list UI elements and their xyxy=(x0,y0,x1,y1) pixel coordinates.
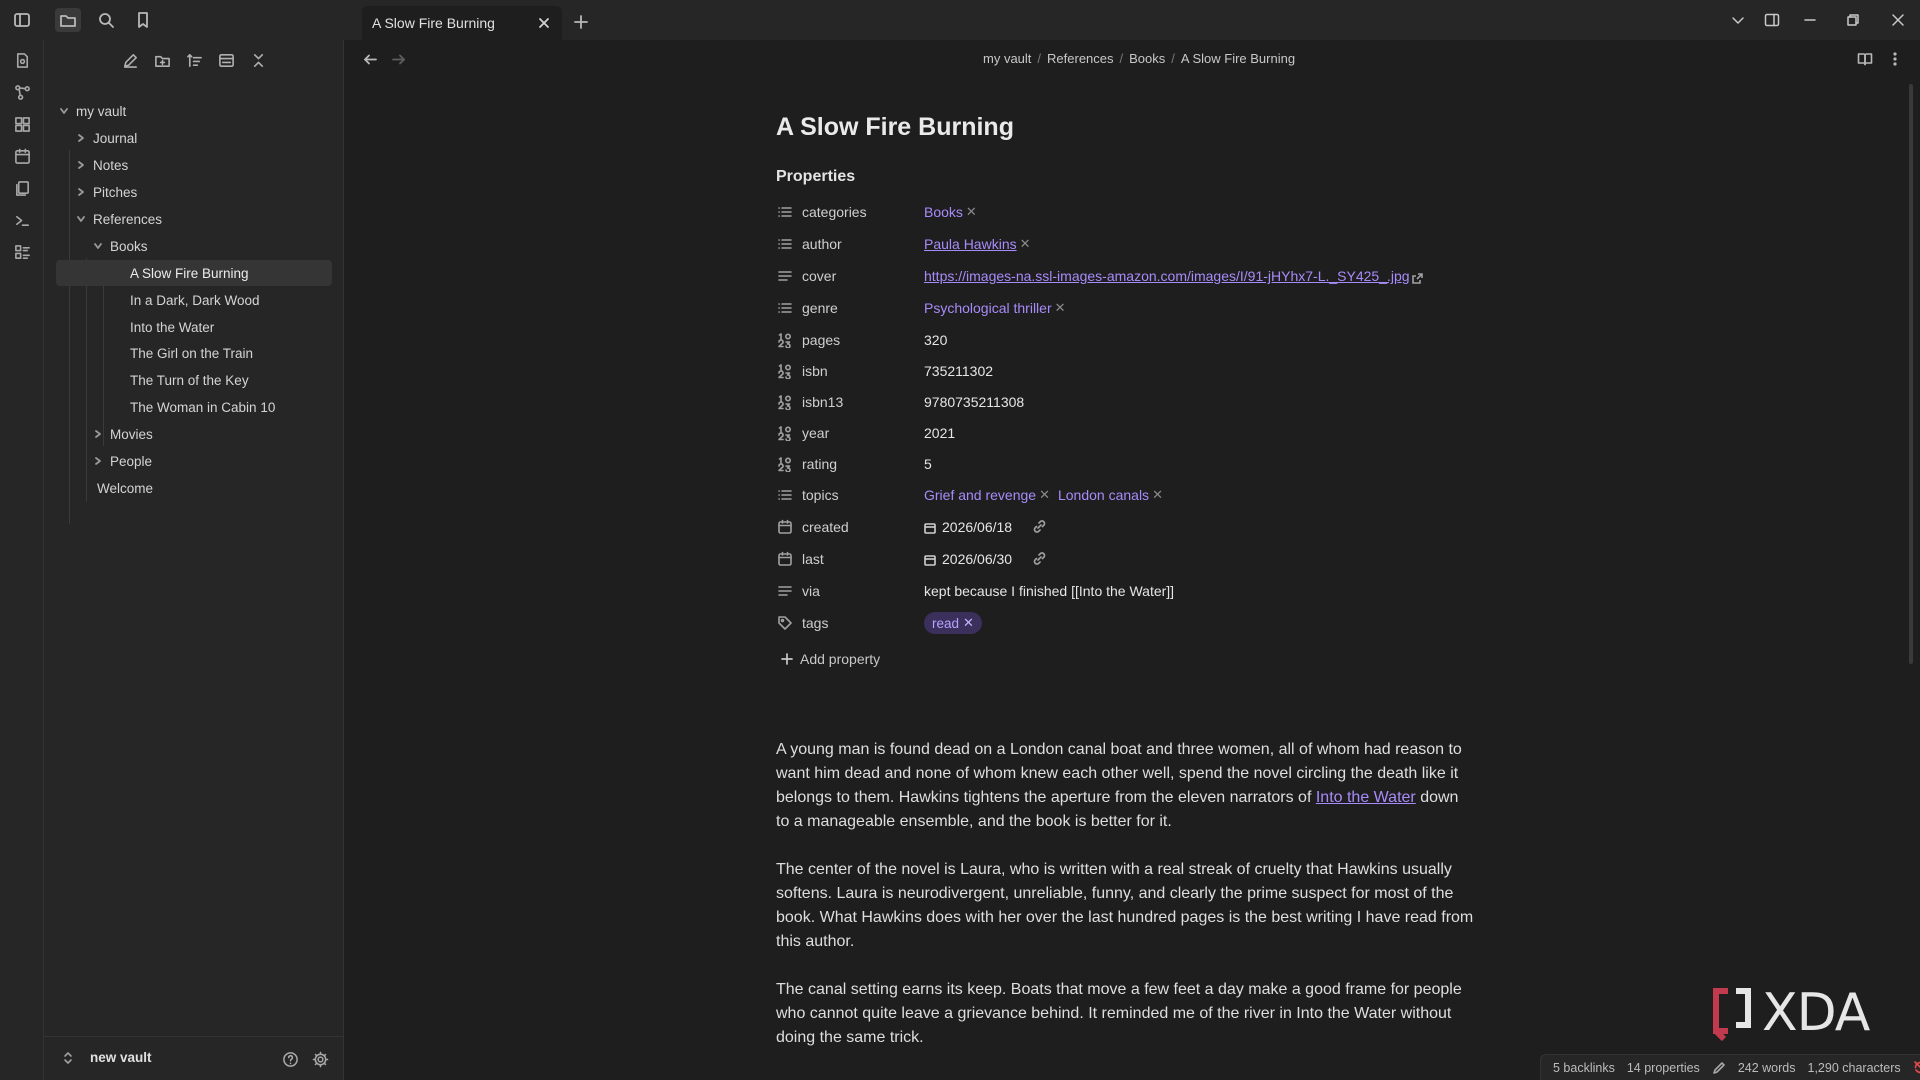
navigate-back-icon[interactable] xyxy=(360,49,380,69)
status-bar xyxy=(1540,1054,1920,1080)
property-value[interactable] xyxy=(924,551,1048,567)
chevron-right-icon xyxy=(75,132,87,144)
property-key[interactable]: pages xyxy=(802,332,841,348)
character-count: 1,290 characters xyxy=(1807,1060,1901,1075)
internal-link[interactable]: Into the Water xyxy=(1315,789,1416,806)
property-key[interactable]: isbn xyxy=(802,363,828,379)
sync-disabled-icon[interactable] xyxy=(1913,1060,1920,1076)
property-key[interactable]: year xyxy=(802,425,830,441)
tree-folder-notes[interactable] xyxy=(75,152,128,178)
property-value[interactable]: kept because I finished [[Into the Water]] xyxy=(924,583,1175,599)
right-sidebar-toggle-icon[interactable] xyxy=(1762,10,1782,30)
word-count: 242 words xyxy=(1737,1060,1796,1075)
chevron-right-icon xyxy=(92,428,104,440)
navigate-forward-icon[interactable] xyxy=(388,49,408,69)
date-field[interactable] xyxy=(924,551,1012,567)
property-key[interactable]: via xyxy=(802,583,820,599)
tree-label: Pitches xyxy=(93,184,138,200)
property-key[interactable]: last xyxy=(802,551,824,567)
tree-label: Books xyxy=(110,238,148,254)
calendar-icon xyxy=(924,553,936,565)
property-pill[interactable] xyxy=(924,300,1066,316)
tree-folder-pitches[interactable] xyxy=(75,179,137,205)
new-tab-icon[interactable] xyxy=(571,12,591,32)
list-icon xyxy=(776,486,794,504)
date-text[interactable]: 2026/06/18 xyxy=(942,519,1013,535)
tree-guide-line xyxy=(69,150,70,524)
calendar-icon xyxy=(924,521,936,533)
tree-label: my vault xyxy=(76,103,127,119)
paragraph-text: A young man is found dead on a London canal boat and three women, all of whom had reason to want him dead and none of whom knew each other well, spend the novel circling the death like it belongs to them. Hawkins tightens the aperture from the eleven narrators of xyxy=(776,741,1462,806)
xda-logo-icon xyxy=(1708,985,1756,1041)
property-value[interactable] xyxy=(924,300,1074,316)
backlinks-count[interactable]: 5 backlinks xyxy=(1553,1060,1615,1075)
file-explorer-icon[interactable] xyxy=(55,8,81,32)
tab-close-icon[interactable] xyxy=(536,15,552,31)
file-explorer-sidebar xyxy=(44,40,344,1080)
pill-label[interactable]: Books xyxy=(924,204,963,220)
plus-icon xyxy=(780,652,794,666)
reading-view-icon[interactable] xyxy=(1855,49,1875,69)
property-value[interactable] xyxy=(924,236,1039,252)
restore-icon[interactable] xyxy=(1843,10,1863,30)
property-value[interactable] xyxy=(924,204,985,220)
close-window-icon[interactable] xyxy=(1888,10,1908,30)
templates-icon[interactable] xyxy=(12,178,32,198)
link-icon[interactable] xyxy=(1032,519,1048,535)
number-icon xyxy=(776,455,794,473)
sidebar-footer xyxy=(44,1036,344,1080)
external-link-icon[interactable] xyxy=(1412,271,1423,282)
chevron-down-icon xyxy=(75,213,87,225)
tree-folder-people[interactable] xyxy=(92,448,152,474)
tree-label: Movies xyxy=(110,426,153,442)
property-key[interactable]: author xyxy=(802,236,842,252)
tree-file-the-girl-on-the-train[interactable] xyxy=(130,340,253,366)
tree-vault-root[interactable] xyxy=(58,98,126,124)
tree-file-welcome[interactable] xyxy=(97,475,153,501)
tree-file-the-woman-in-cabin-10[interactable] xyxy=(130,394,275,420)
tree-label: References xyxy=(93,211,163,227)
add-property-label: Add property xyxy=(800,651,881,667)
property-row-last xyxy=(776,546,1476,572)
add-property-button[interactable] xyxy=(780,651,880,667)
number-icon xyxy=(776,393,794,411)
list-icon xyxy=(776,203,794,221)
cover-url-link[interactable]: https://images-na.ssl-images-amazon.com/images/I/91-jHYhx7-L._SY425_.jpg xyxy=(924,268,1410,284)
property-row-cover xyxy=(776,263,1476,289)
properties-count[interactable]: 14 properties xyxy=(1626,1060,1700,1075)
tree-label: Notes xyxy=(93,157,129,173)
property-value[interactable] xyxy=(924,268,1423,284)
note-paragraph[interactable] xyxy=(776,738,1476,834)
ribbon xyxy=(0,40,44,1080)
remove-icon[interactable]: ✕ xyxy=(1152,487,1163,502)
tree-file-a-slow-fire-burning[interactable] xyxy=(56,260,332,286)
property-pill[interactable] xyxy=(924,487,1050,503)
pill-label[interactable]: Psychological thriller xyxy=(924,300,1052,316)
breadcrumb-separator: / xyxy=(1171,51,1175,66)
open-quick-switcher-icon[interactable] xyxy=(12,50,32,70)
list-icon xyxy=(776,299,794,317)
property-value[interactable] xyxy=(924,487,1171,503)
property-row-categories xyxy=(776,199,1476,225)
tab-title: A Slow Fire Burning xyxy=(372,15,495,31)
settings-gear-icon[interactable] xyxy=(310,1049,330,1069)
property-value[interactable]: 5 xyxy=(924,456,932,472)
property-value[interactable] xyxy=(924,612,982,634)
tree-file-into-the-water[interactable] xyxy=(130,314,214,340)
breadcrumb-separator: / xyxy=(1037,51,1042,66)
remove-icon[interactable]: ✕ xyxy=(965,204,977,219)
calendar-icon xyxy=(776,550,794,568)
property-row-created xyxy=(776,514,1476,540)
property-key[interactable]: created xyxy=(802,519,849,535)
tree-label: The Girl on the Train xyxy=(130,345,254,361)
property-pill[interactable] xyxy=(924,204,977,220)
breadcrumb-item[interactable]: Books xyxy=(1129,51,1166,66)
property-row-via xyxy=(776,578,1476,604)
number-icon xyxy=(776,424,794,442)
tree-folder-references[interactable] xyxy=(75,206,162,232)
pill-label[interactable]: Grief and revenge xyxy=(924,487,1037,503)
watermark-text: XDA xyxy=(1762,983,1870,1043)
auto-reveal-icon[interactable] xyxy=(216,50,236,70)
command-palette-icon[interactable] xyxy=(12,210,32,230)
property-row-isbn xyxy=(776,358,1476,384)
tree-label: Journal xyxy=(93,130,138,146)
note-title[interactable]: A Slow Fire Burning xyxy=(776,113,1014,141)
tree-file-the-turn-of-the-key[interactable] xyxy=(130,367,249,393)
tree-guide-line xyxy=(86,258,87,502)
editing-mode-pencil-icon[interactable] xyxy=(1712,1061,1726,1075)
collapse-all-icon[interactable] xyxy=(248,50,268,70)
property-value[interactable]: 735211302 xyxy=(924,363,994,379)
search-icon[interactable] xyxy=(93,8,119,32)
author-link[interactable]: Paula Hawkins xyxy=(924,236,1017,252)
property-row-isbn13 xyxy=(776,389,1476,415)
tag-icon xyxy=(776,614,794,632)
properties-heading[interactable]: Properties xyxy=(776,168,856,185)
chevron-down-icon xyxy=(58,105,70,117)
tree-folder-books[interactable] xyxy=(92,233,148,259)
tree-label: The Turn of the Key xyxy=(130,372,249,388)
xda-watermark xyxy=(1708,985,1869,1041)
property-row-author xyxy=(776,231,1476,257)
property-key[interactable]: cover xyxy=(802,268,837,284)
text-lines-icon xyxy=(776,267,794,285)
property-row-rating xyxy=(776,451,1476,477)
new-folder-icon[interactable] xyxy=(152,50,172,70)
tree-folder-journal[interactable] xyxy=(75,125,137,151)
number-icon xyxy=(776,362,794,380)
calendar-icon xyxy=(776,518,794,536)
date-field[interactable] xyxy=(924,519,1012,535)
tree-label: Welcome xyxy=(97,480,154,496)
title-bar xyxy=(0,0,1920,40)
tree-label: Into the Water xyxy=(130,319,215,335)
property-key[interactable]: rating xyxy=(802,456,838,472)
chevron-right-icon xyxy=(75,159,87,171)
tree-label: People xyxy=(110,453,153,469)
vault-name: new vault xyxy=(90,1050,152,1065)
property-row-pages xyxy=(776,327,1476,353)
remove-icon[interactable]: ✕ xyxy=(963,615,974,630)
property-key[interactable]: genre xyxy=(802,300,838,316)
tree-label: A Slow Fire Burning xyxy=(130,265,249,281)
breadcrumb-item[interactable]: my vault xyxy=(983,51,1032,66)
remove-icon[interactable]: ✕ xyxy=(1019,236,1031,251)
property-key[interactable]: isbn13 xyxy=(802,394,844,410)
list-icon xyxy=(776,235,794,253)
date-text[interactable]: 2026/06/30 xyxy=(942,551,1013,567)
tag-pill[interactable] xyxy=(924,612,982,634)
remove-icon[interactable]: ✕ xyxy=(1039,487,1050,502)
property-pill[interactable] xyxy=(924,236,1031,252)
pill-label[interactable]: London canals xyxy=(1057,487,1150,503)
property-key[interactable]: topics xyxy=(802,487,839,503)
chevron-right-icon xyxy=(92,455,104,467)
property-row-year xyxy=(776,420,1476,446)
breadcrumb-separator: / xyxy=(1119,51,1124,66)
link-icon[interactable] xyxy=(1032,551,1048,567)
breadcrumb xyxy=(983,51,1295,66)
bases-icon[interactable] xyxy=(12,242,32,262)
chevron-down-icon xyxy=(92,240,104,252)
chevron-up-down-icon xyxy=(62,1051,74,1065)
tree-label: In a Dark, Dark Wood xyxy=(130,292,260,308)
breadcrumb-item[interactable]: A Slow Fire Burning xyxy=(1180,51,1296,66)
paragraph-text: down to a manageable ensemble, and the book is better for it. xyxy=(776,789,1459,830)
graph-view-icon[interactable] xyxy=(12,82,32,102)
property-row-topics xyxy=(776,482,1476,508)
property-value[interactable]: 320 xyxy=(924,332,948,348)
daily-note-calendar-icon[interactable] xyxy=(12,146,32,166)
remove-icon[interactable]: ✕ xyxy=(1054,300,1066,315)
note-paragraph[interactable]: The center of the novel is Laura, who is written with a real streak of cruelty that Hawkins usually softens. Laura is neurodivergent, unreliable, funny, and clearly the prime suspect for most of the book. What Hawkins does with her over the last hundred pages is the best writing I have read from this author. xyxy=(776,861,1474,950)
text-lines-icon xyxy=(776,582,794,600)
help-icon[interactable] xyxy=(280,1049,300,1069)
property-value[interactable]: 2021 xyxy=(924,425,956,441)
vault-switcher[interactable] xyxy=(62,1050,152,1065)
sidebar-toggle-icon[interactable] xyxy=(9,8,35,32)
property-row-tags xyxy=(776,610,1476,636)
sort-icon[interactable] xyxy=(184,50,204,70)
tree-label: The Woman in Cabin 10 xyxy=(130,399,276,415)
property-key[interactable]: tags xyxy=(802,615,829,631)
canvas-icon[interactable] xyxy=(12,114,32,134)
property-key[interactable]: categories xyxy=(802,204,867,220)
chevron-right-icon xyxy=(75,186,87,198)
property-row-genre xyxy=(776,295,1476,321)
minimize-icon[interactable] xyxy=(1800,10,1820,30)
number-icon xyxy=(776,331,794,349)
property-value[interactable] xyxy=(924,519,1048,535)
tag-label[interactable]: read xyxy=(932,615,960,631)
more-options-icon[interactable] xyxy=(1885,49,1905,69)
tree-folder-movies[interactable] xyxy=(92,421,153,447)
property-value[interactable]: 9780735211308 xyxy=(924,394,1025,410)
property-pill[interactable] xyxy=(1058,487,1163,503)
breadcrumb-item[interactable]: References xyxy=(1047,51,1114,66)
scrollbar[interactable] xyxy=(1909,84,1913,664)
note-paragraph[interactable]: The canal setting earns its keep. Boats that move a few feet a day make a good frame for people who cannot quite leave a grievance behind. It reminded me of the river in Into the Water without doing the same trick. xyxy=(776,981,1462,1046)
bookmark-icon[interactable] xyxy=(130,8,156,32)
new-note-icon[interactable] xyxy=(120,50,140,70)
tree-file-in-a-dark-dark-wood[interactable] xyxy=(130,287,260,313)
tab-list-chevron-icon[interactable] xyxy=(1728,10,1748,30)
tab-active-note[interactable] xyxy=(362,6,562,40)
